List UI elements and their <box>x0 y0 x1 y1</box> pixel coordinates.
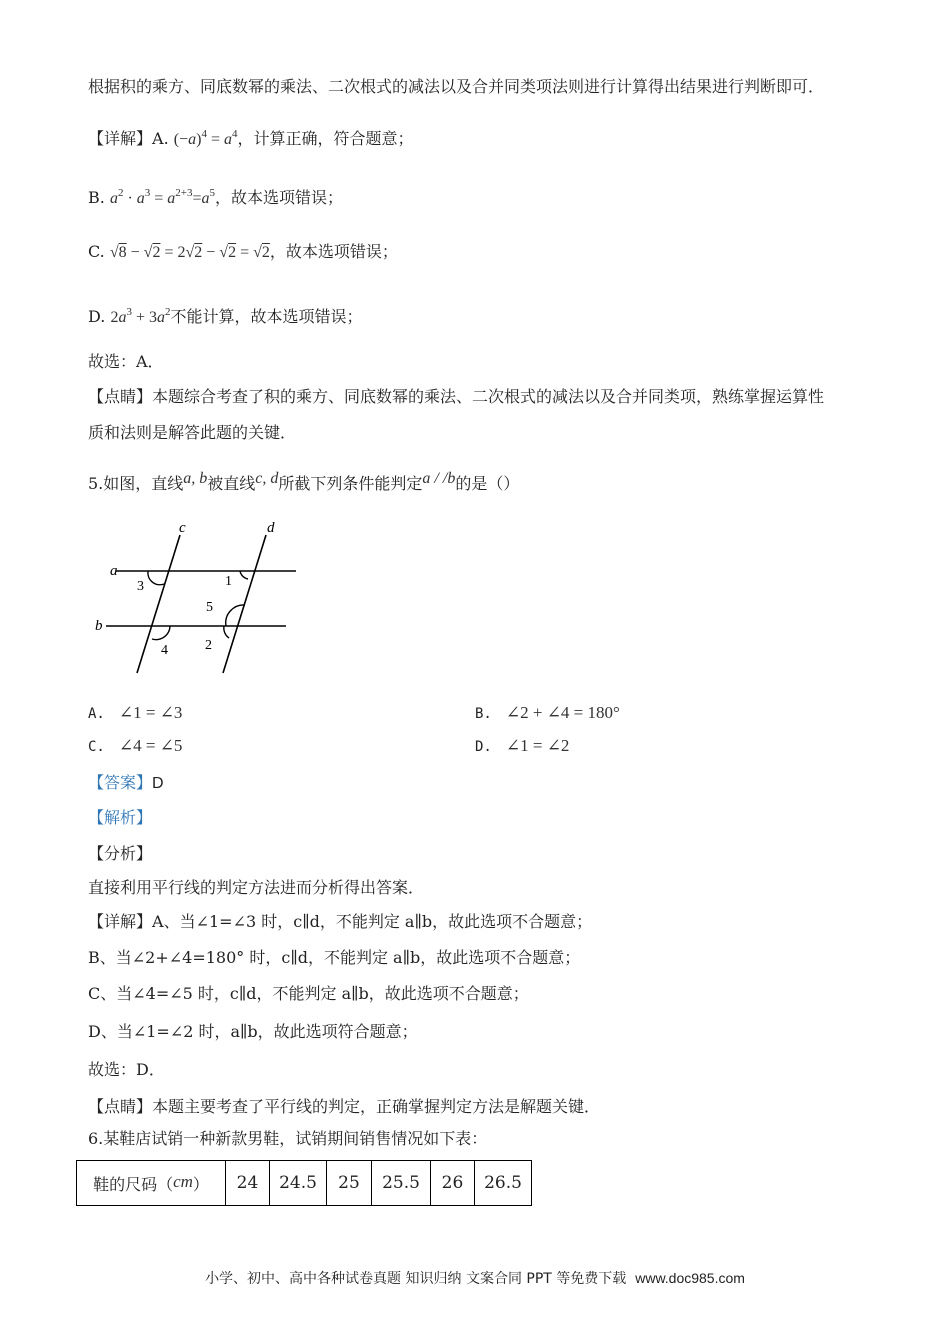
angle-2-arc <box>224 626 229 638</box>
page-footer: 小学、初中、高中各种试卷真题 知识归纳 文案合同 PPT 等免费下载 www.doc985.com <box>205 1270 745 1287</box>
q6-stem: 6.某鞋店试销一种新款男鞋，试销期间销售情况如下表： <box>88 1129 488 1148</box>
q5-detail-b: B、当∠2+∠4=180° 时，c∥d，不能判定 a∥b，故此选项不合题意； <box>88 948 581 967</box>
table-row <box>77 1161 532 1206</box>
table-cell: 25.5 <box>372 1161 431 1206</box>
label-a: a <box>110 563 118 579</box>
table-cell: 26 <box>431 1161 475 1206</box>
analysis-label: 【解析】 <box>88 808 153 827</box>
option-c: C. ∠4 = ∠5 <box>88 736 183 755</box>
comment-label: 【点睛】 <box>88 387 153 406</box>
q4-detail-c: C. √8 − √2 = 2√2 − √2 = √2，故本选项错误； <box>88 242 398 261</box>
option-a: A. ∠1 = ∠3 <box>88 703 183 722</box>
footer-url[interactable]: www.doc985.com <box>635 1270 745 1286</box>
formula-a: $(-a)^4 = a^4$ <box>173 128 238 148</box>
line-c <box>137 535 180 673</box>
q5-detail-a: 【详解】A、当∠1=∠3 时，c∥d，不能判定 a∥b，故此选项不合题意； <box>88 912 593 931</box>
formula-b: $a^2 \cdot a^3 = a^{2+3}=a^5$ <box>109 187 216 207</box>
q4-comment-line1: 【点睛】本题综合考查了积的乘方、同底数幂的乘法、二次根式的减法以及合并同类项，熟练掌握运算性 <box>88 387 825 406</box>
answer-label: 【答案】 <box>88 773 153 792</box>
angle-4-arc <box>152 626 170 640</box>
angle-1-arc <box>240 571 248 579</box>
detail-label: 【详解】 <box>88 129 153 148</box>
table-cell: 24 <box>226 1161 270 1206</box>
angle-3-arc <box>148 571 164 585</box>
label-c: c <box>179 520 186 536</box>
fenxi-label: 【分析】 <box>88 844 153 863</box>
table-cell: 26.5 <box>475 1161 532 1206</box>
parallel-lines-figure <box>90 515 310 685</box>
q5-conclusion: 故选：D． <box>88 1060 165 1079</box>
shoe-size-table <box>76 1160 532 1206</box>
q5-detail-c: C、当∠4=∠5 时，c∥d，不能判定 a∥b，故此选项不合题意； <box>88 984 529 1003</box>
formula-d: $2a^3 + 3a^2$ <box>110 306 171 326</box>
q5-stem: 5.如图，直线a, b被直线c, d所截下列条件能判定a / /b的是（） <box>88 470 520 493</box>
q4-conclusion: 故选：A． <box>88 352 164 371</box>
label-angle-4: 4 <box>161 643 168 658</box>
label-d: d <box>267 520 275 536</box>
q4-detail-d: D. $2a^3 + 3a^2$不能计算，故本选项错误； <box>88 306 363 326</box>
line-d <box>223 535 266 673</box>
intro-line: 根据积的乘方、同底数幂的乘法、二次根式的减法以及合并同类项法则进行计算得出结果进行判断即可． <box>88 77 825 96</box>
q5-comment: 【点睛】本题主要考查了平行线的判定，正确掌握判定方法是解题关键． <box>88 1097 601 1116</box>
table-cell: 24.5 <box>270 1161 327 1206</box>
q4-detail-b: B. $a^2 \cdot a^3 = a^{2+3}=a^5$，故本选项错误； <box>88 187 344 207</box>
answer-value: D <box>152 775 164 792</box>
formula-c: √8 − √2 = 2√2 − √2 = √2 <box>109 244 270 261</box>
label-angle-1: 1 <box>225 574 232 589</box>
table-cell: 25 <box>327 1161 372 1206</box>
label-angle-3: 3 <box>137 579 144 594</box>
angle-5-arc <box>226 605 245 626</box>
label-angle-5: 5 <box>206 600 213 615</box>
q5-detail-d: D、当∠1=∠2 时，a∥b，故此选项符合题意； <box>88 1022 418 1041</box>
table-header-cell: 鞋的尺码（cm） <box>77 1161 226 1206</box>
q4-detail-a: 【详解】A. $(-a)^4 = a^4$，计算正确，符合题意； <box>88 128 414 148</box>
label-b: b <box>95 618 103 634</box>
fenxi-text: 直接利用平行线的判定方法进而分析得出答案． <box>88 878 425 897</box>
option-d: D. ∠1 = ∠2 <box>475 736 570 755</box>
option-b: B. ∠2 + ∠4 = 180° <box>475 703 620 722</box>
q4-comment-line2: 质和法则是解答此题的关键． <box>88 423 297 442</box>
label-angle-2: 2 <box>205 638 212 653</box>
answer-line <box>88 772 164 795</box>
